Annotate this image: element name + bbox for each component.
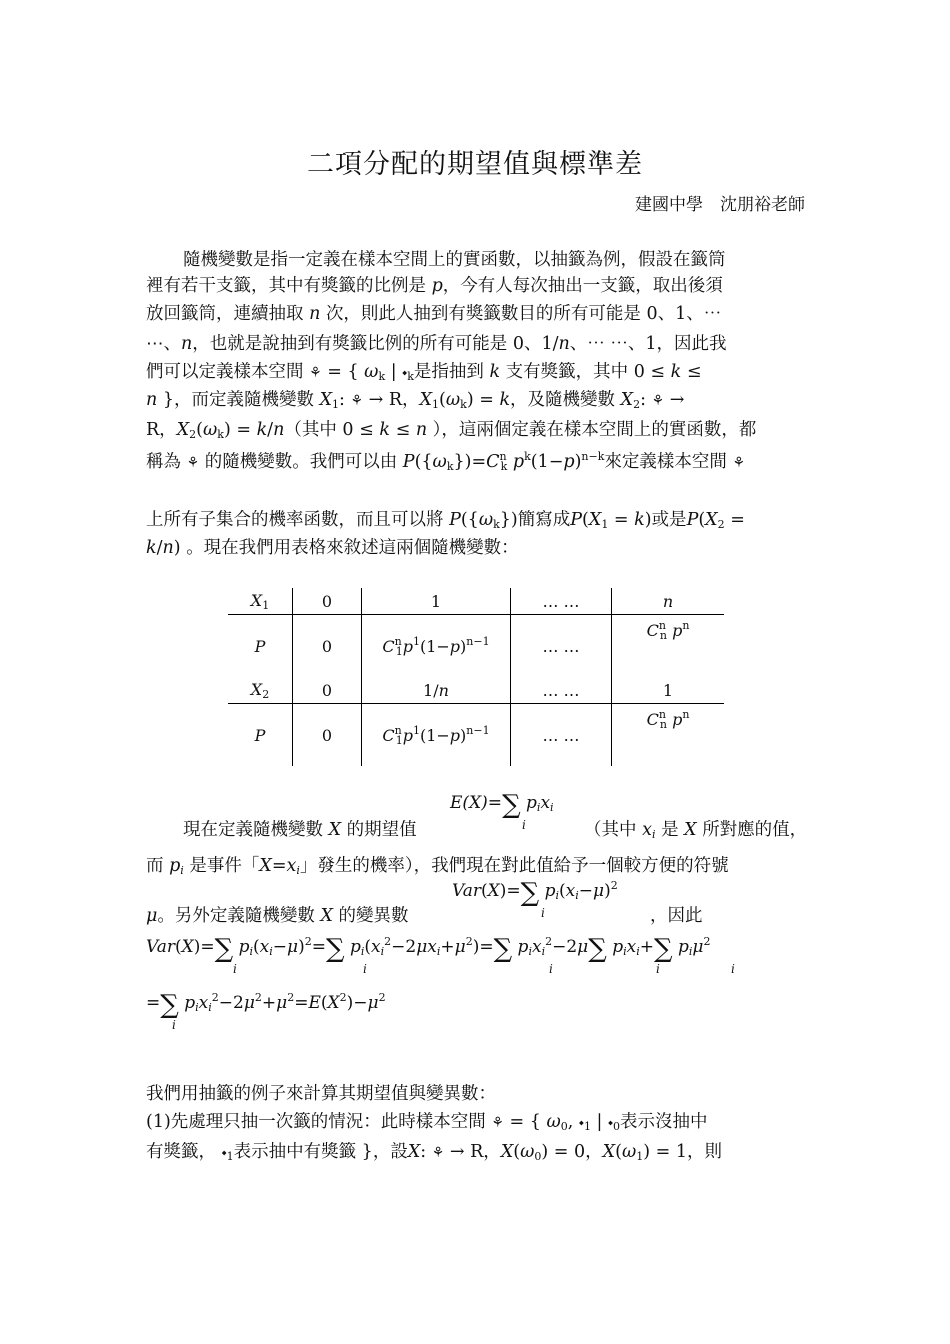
- para3-line2: (1)先處理只抽一次籤的情況：此時樣本空間 ⚘ = { $\omega_0$, $⬩_1$ | $⬩_0$表示沒抽中: [146, 1112, 708, 1133]
- expectation-formula: E(X)=∑ $p_ix_i$: [450, 790, 554, 820]
- para1-line9: 上所有子集合的機率函數，而且可以將 $P(\{\omega_k\})$簡寫成$P(X_1 = k)$或是$P(X_2$ =: [146, 510, 745, 531]
- variance-formula: Var(X)=∑ $p_i(x_i-\mu)^2$: [452, 878, 618, 908]
- variance-derivation-line2: =∑ $p_ix_i^2-2\mu^2+\mu^2=E(X^2)-\mu^2$: [146, 990, 386, 1020]
- para2-line3: μ。另外定義隨機變數 X 的變異數: [146, 906, 409, 926]
- para1-line2: 裡有若干支籤，其中有獎籤的比例是 p，今有人每次抽出一支籤，取出後須: [146, 276, 723, 296]
- para2-line2: 而 $p_i$ 是事件「$X=x_i$」發生的機率），我們現在對此值給予一個較方便的符號: [146, 856, 729, 877]
- para1-line4: ⋯、n，也就是說抽到有獎籤比例的所有可能是 0、1/n、⋯ ⋯、1，因此我: [146, 334, 727, 354]
- table-row: $X_2$ 0 1/n … … 1: [228, 677, 724, 704]
- omega-symbol-icon: ⚘: [309, 365, 322, 381]
- para1-line7: R，$X_2(\omega_k) = k/n$（其中 0 ≤ k ≤ n ），這兩個定義在樣本空間上的實函數，都: [146, 420, 757, 441]
- para1-line10: k/n) 。現在我們用表格來敘述這兩個隨機變數：: [146, 538, 519, 558]
- para1-line8: 稱為 ⚘ 的隨機變數。我們可以由 $P(\{\omega_k\})=C^n_k$ $p^k(1-p)^{n-k}$來定義樣本空間 ⚘: [146, 450, 745, 473]
- para3-line1: 我們用抽籤的例子來計算其期望值與變異數：: [146, 1084, 496, 1104]
- distribution-table: [228, 588, 724, 766]
- para1-line6: n }，而定義隨機變數 $X_1$: ⚘ → R，$X_1(\omega_k) = k$，及隨機變數 $X_2$: ⚘ →: [146, 390, 685, 411]
- para3-line3: 有獎籤， $⬩_1$表示抽中有獎籤 }，設X: ⚘ → R，$X(\omega_0) = 0$，$X(\omega_1) = 1$，則: [146, 1142, 722, 1163]
- para1-line5: 們可以定義樣本空間 ⚘ = { $\omega_k$ | $⬩_k$是指抽到 k 支有獎籤，其中 0 ≤ k ≤: [146, 362, 702, 383]
- para2-line1-tail: （其中 $x_i$ 是 X 所對應的值，: [584, 820, 808, 841]
- table-row: $X_1$ 0 1 … … n: [228, 588, 724, 615]
- para2-line1: 現在定義隨機變數 X 的期望值: [183, 820, 417, 840]
- table-row: P 0 $C^n_1p^1(1-p)^{n-1}$ … … $C^n_n$ $p^n$: [228, 615, 724, 678]
- page-title: 二項分配的期望值與標準差: [307, 149, 643, 180]
- para2-line3-tail: ，因此: [650, 906, 703, 926]
- variance-derivation-line1: Var(X)=∑ $p_i(x_i-\mu)^2=\sum$ $p_i(x_i^2-2\mu x_i+\mu^2)=\sum$ $p_ix_i^2-2\mu\sum$ $p_ix_i+\sum$ $p_i\mu^2$: [146, 934, 711, 964]
- para1-line1: 隨機變數是指一定義在樣本空間上的實函數，以抽籤為例，假設在籤筒: [183, 250, 726, 270]
- author-line: 建國中學 沈朋裕老師: [635, 195, 805, 215]
- para1-line3: 放回籤筒，連續抽取 n 次，則此人抽到有獎籤數目的所有可能是 0、1、⋯: [146, 304, 722, 324]
- table-row: P 0 $C^n_1p^1(1-p)^{n-1}$ … … $C^n_n$ $p^n$: [228, 704, 724, 767]
